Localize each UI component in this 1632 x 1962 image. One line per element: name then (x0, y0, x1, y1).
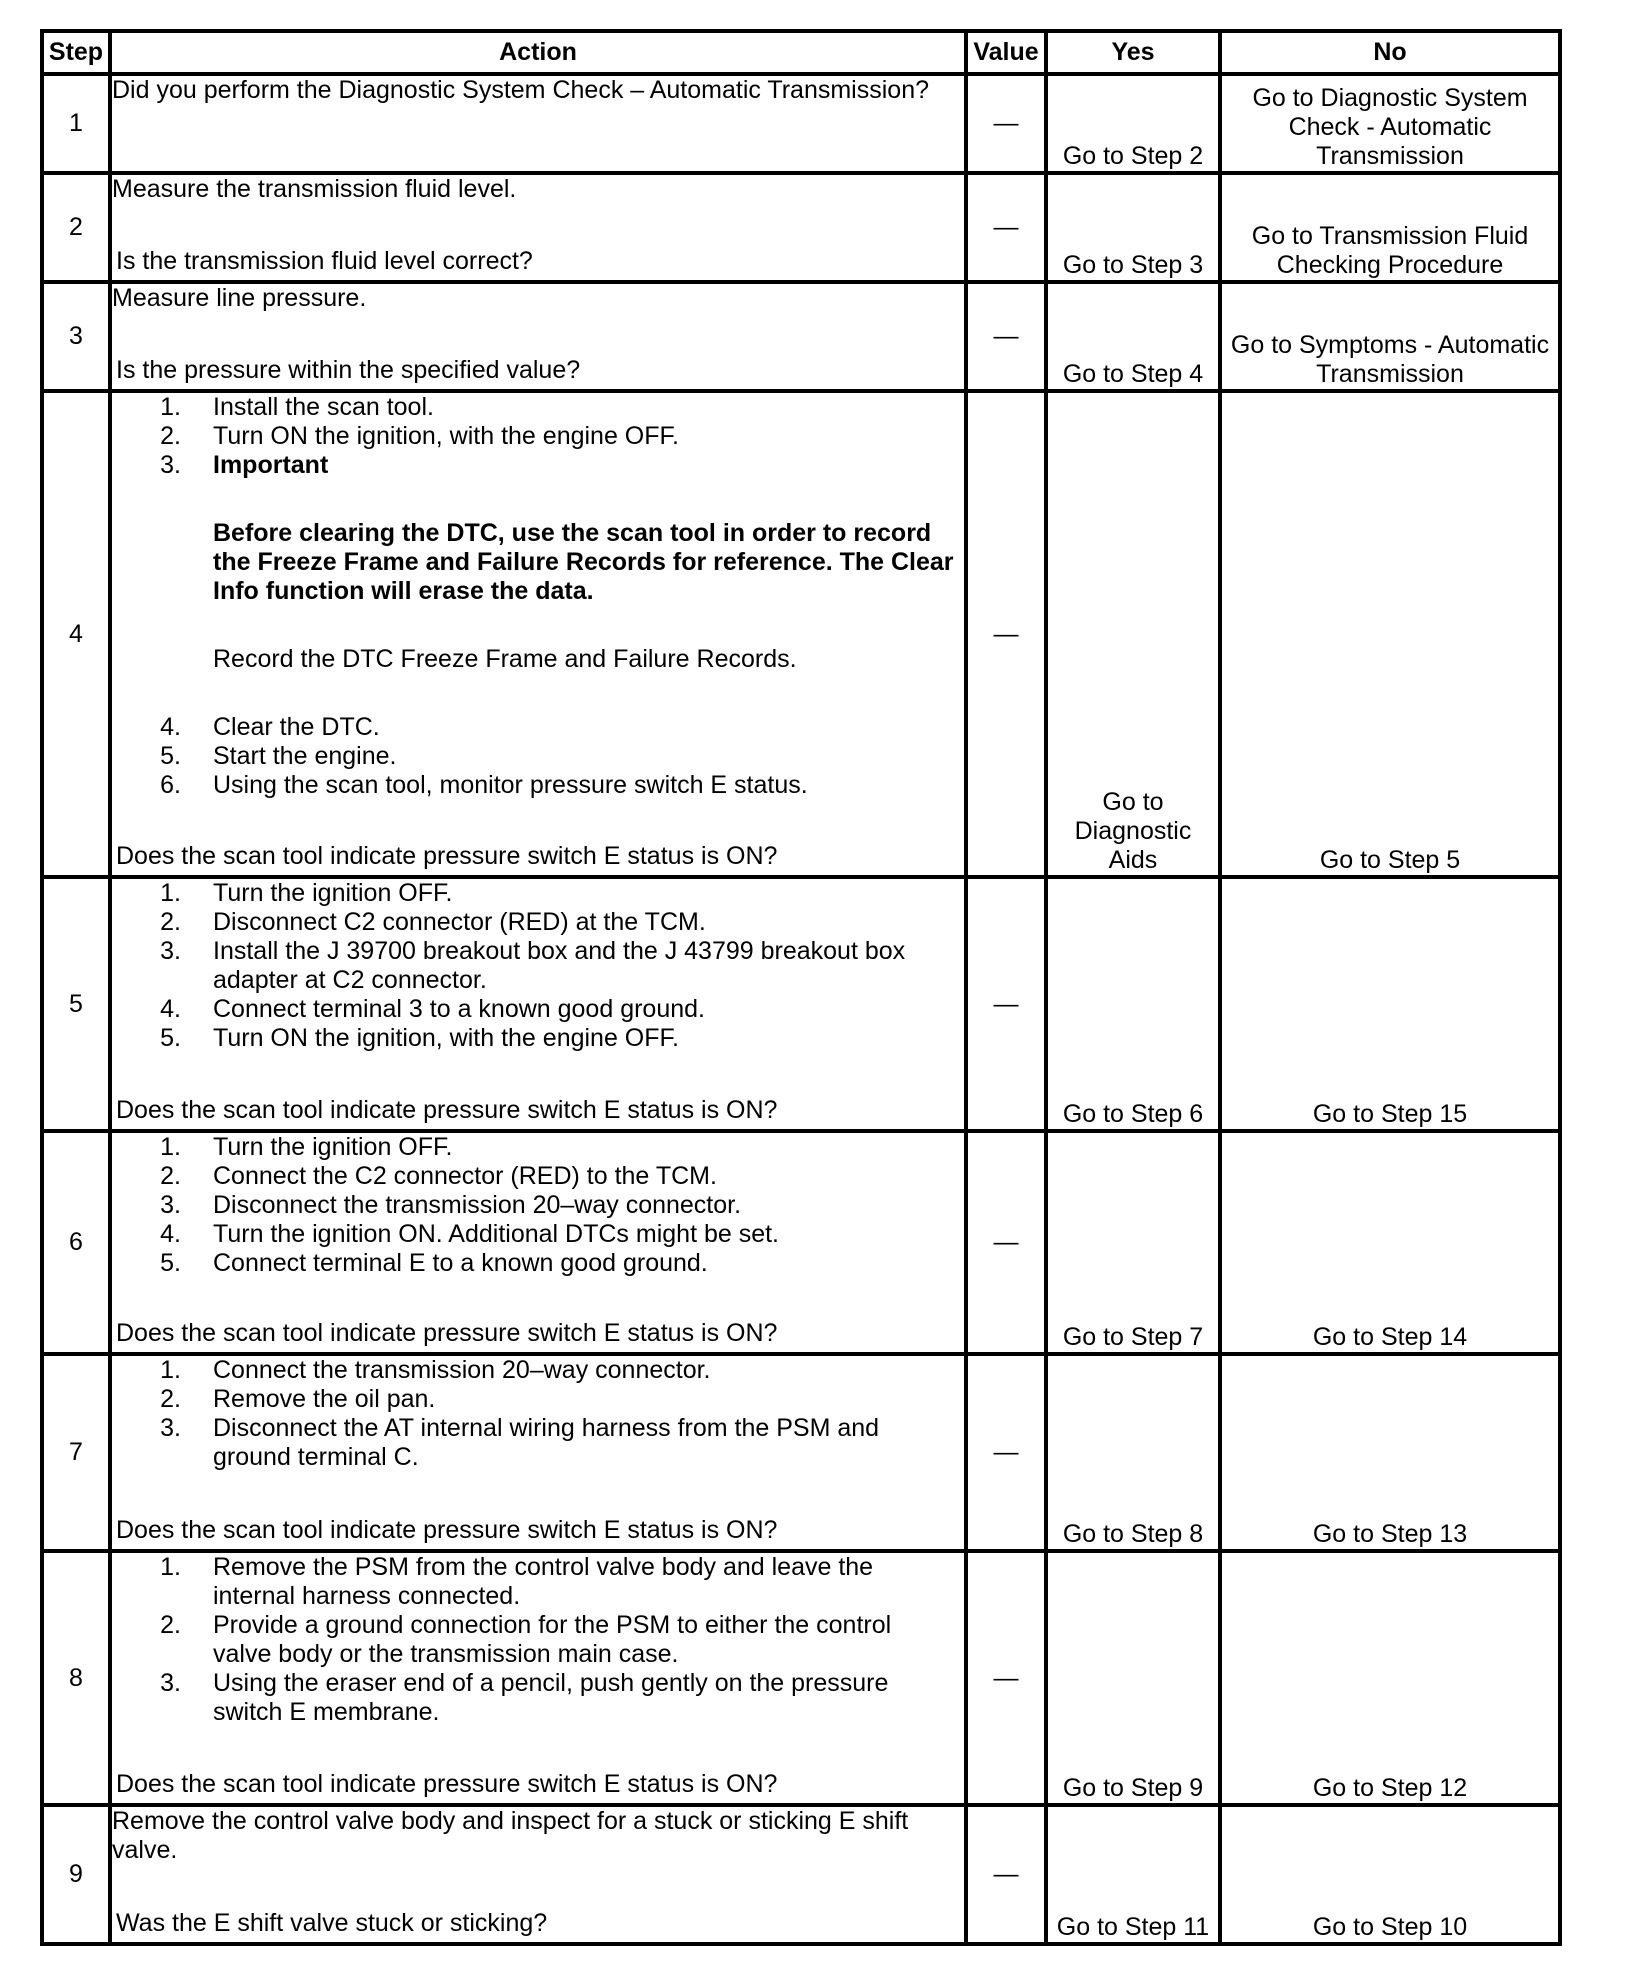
action-cell (110, 1354, 966, 1551)
step-text-line: Connect terminal E to a known good ground. (213, 1249, 708, 1277)
procedure-step (112, 422, 964, 451)
value-cell: — (966, 1131, 1046, 1354)
yes-text: Go to Step 8 (1062, 1520, 1204, 1548)
table-row (42, 74, 1560, 173)
procedure-step (112, 995, 964, 1024)
step-index: 1. (160, 1356, 181, 1384)
yes-text: Go to Step 6 (1062, 1100, 1204, 1128)
step-text-line: ground terminal C. (213, 1443, 419, 1471)
yes-text: Go to Step 11 (1056, 1913, 1210, 1941)
step-text (213, 908, 706, 937)
step-text-line: Turn the ignition OFF. (213, 879, 453, 907)
record-note (213, 645, 964, 674)
step-index: 1. (160, 1133, 181, 1161)
step-text-line: Turn ON the ignition, with the engine OFF. (213, 422, 679, 450)
header-action: Action (110, 31, 966, 74)
step-text-line: Remove the PSM from the control valve body and leave the (213, 1553, 874, 1581)
step-text (213, 771, 808, 800)
step-text (213, 393, 434, 422)
yes-cell (1046, 391, 1220, 877)
step-index: 4. (160, 1220, 181, 1248)
no-text: Go to Diagnostic System (1252, 84, 1528, 112)
table-row (42, 1551, 1560, 1805)
step-index: 3. (160, 937, 181, 965)
step-text-line: Connect the transmission 20–way connector. (213, 1356, 711, 1384)
step-text (213, 1385, 435, 1414)
yes-cell (1046, 1131, 1220, 1354)
action-question: Does the scan tool indicate pressure switch E status is ON? (116, 1319, 778, 1347)
yes-cell (1046, 74, 1220, 173)
table-row (42, 1805, 1560, 1944)
important-note (213, 519, 964, 606)
step-text (213, 1024, 679, 1053)
action-text: Remove the control valve body and inspect for a stuck or sticking E shift (112, 1807, 909, 1835)
step-text (213, 742, 396, 771)
no-cell (1220, 1131, 1560, 1354)
no-text: Go to Transmission Fluid (1251, 222, 1529, 250)
no-text: Go to Step 14 (1312, 1323, 1468, 1351)
no-cell (1220, 391, 1560, 877)
yes-text: Go to Step 2 (1062, 142, 1204, 170)
action-question: Is the transmission fluid level correct? (116, 247, 533, 275)
yes-cell (1046, 1354, 1220, 1551)
yes-text: Aids (1108, 846, 1158, 874)
step-text (213, 451, 328, 480)
procedure-step (112, 713, 964, 742)
step-text-line: Using the eraser end of a pencil, push gently on the pressure (213, 1669, 889, 1697)
procedure-step (112, 1356, 964, 1385)
procedure-step (112, 1162, 964, 1191)
no-text: Transmission (1316, 360, 1464, 388)
step-index: 5. (160, 1024, 181, 1052)
no-text: Checking Procedure (1276, 251, 1504, 279)
value-cell: — (966, 877, 1046, 1131)
step-index: 2. (160, 1162, 181, 1190)
step-number: 7 (42, 1354, 110, 1551)
step-index: 2. (160, 422, 181, 450)
action-cell (110, 1131, 966, 1354)
header-no: No (1220, 31, 1560, 74)
step-index: 3. (160, 1191, 181, 1219)
procedure-list (112, 879, 964, 1053)
table-row (42, 877, 1560, 1131)
important-note-line: Before clearing the DTC, use the scan tool in order to record (213, 519, 932, 547)
step-text (213, 1553, 873, 1611)
yes-text: Go to Step 9 (1062, 1774, 1204, 1802)
step-index: 6. (160, 771, 181, 799)
step-text-line: Install the scan tool. (213, 393, 434, 421)
record-note-line: Record the DTC Freeze Frame and Failure Records. (213, 645, 797, 673)
procedure-list (112, 393, 964, 480)
no-cell (1220, 1805, 1560, 1944)
no-text: Transmission (1316, 142, 1464, 170)
step-text-line: Disconnect the transmission 20–way connector. (213, 1191, 742, 1219)
procedure-step (112, 937, 964, 995)
procedure-list (112, 1356, 964, 1472)
procedure-step (112, 742, 964, 771)
step-text-line: Start the engine. (213, 742, 397, 770)
step-text-line: Disconnect C2 connector (RED) at the TCM. (213, 908, 706, 936)
step-index: 1. (160, 879, 181, 907)
action-text: Measure line pressure. (112, 284, 367, 312)
step-index: 2. (160, 1385, 181, 1413)
action-question: Does the scan tool indicate pressure switch E status is ON? (116, 842, 778, 870)
action-cell (110, 74, 966, 173)
procedure-step (112, 1024, 964, 1053)
procedure-step (112, 771, 964, 800)
step-text-line: Connect the C2 connector (RED) to the TCM. (213, 1162, 717, 1190)
no-text: Go to Step 15 (1312, 1100, 1468, 1128)
yes-cell (1046, 282, 1220, 391)
step-text (213, 1162, 717, 1191)
step-index: 3. (160, 1669, 181, 1697)
step-index: 2. (160, 1611, 181, 1639)
table-row (42, 1131, 1560, 1354)
step-text (213, 937, 905, 995)
step-text-line: Using the scan tool, monitor pressure switch E status. (213, 771, 808, 799)
no-text: Go to Step 13 (1312, 1520, 1468, 1548)
no-text: Go to Step 12 (1312, 1774, 1468, 1802)
table-row (42, 282, 1560, 391)
procedure-step (112, 1669, 964, 1727)
step-text-line: Connect terminal 3 to a known good ground. (213, 995, 705, 1023)
step-text (213, 422, 679, 451)
procedure-step (112, 908, 964, 937)
action-question: Does the scan tool indicate pressure switch E status is ON? (116, 1516, 778, 1544)
step-index: 4. (160, 713, 181, 741)
procedure-step (112, 451, 964, 480)
yes-cell (1046, 1805, 1220, 1944)
procedure-step (112, 1385, 964, 1414)
yes-cell (1046, 173, 1220, 282)
step-number: 6 (42, 1131, 110, 1354)
procedure-list (112, 1133, 964, 1278)
step-text-line: Provide a ground connection for the PSM to either the control (213, 1611, 892, 1639)
step-text-line: Turn ON the ignition, with the engine OFF. (213, 1024, 679, 1052)
no-text: Go to Step 5 (1319, 846, 1461, 874)
step-text (213, 1669, 888, 1727)
no-text: Go to Step 10 (1312, 1913, 1468, 1941)
step-index: 1. (160, 393, 181, 421)
value-cell: — (966, 74, 1046, 173)
no-text: Go to Symptoms - Automatic (1230, 331, 1550, 359)
table-row (42, 173, 1560, 282)
step-number: 9 (42, 1805, 110, 1944)
important-note-line: the Freeze Frame and Failure Records for reference. The Clear (213, 548, 954, 576)
procedure-step (112, 1133, 964, 1162)
procedure-step (112, 1249, 964, 1278)
step-index: 5. (160, 1249, 181, 1277)
action-text: valve. (112, 1836, 178, 1864)
step-text-line: Turn the ignition ON. Additional DTCs might be set. (213, 1220, 780, 1248)
yes-text: Go to Step 3 (1062, 251, 1204, 279)
step-text-line: internal harness connected. (213, 1582, 521, 1610)
step-index: 2. (160, 908, 181, 936)
value-cell: — (966, 1805, 1046, 1944)
step-number: 1 (42, 74, 110, 173)
action-question: Was the E shift valve stuck or sticking? (116, 1909, 548, 1937)
step-text (213, 1133, 452, 1162)
step-number: 5 (42, 877, 110, 1131)
step-index: 5. (160, 742, 181, 770)
no-cell (1220, 74, 1560, 173)
action-question: Is the pressure within the specified value? (116, 356, 581, 384)
procedure-step (112, 393, 964, 422)
no-cell (1220, 282, 1560, 391)
table-header-row (42, 31, 1560, 74)
step-text-line: Turn the ignition OFF. (213, 1133, 453, 1161)
step-index: 3. (160, 1414, 181, 1442)
value-cell: — (966, 1354, 1046, 1551)
step-text-line: switch E membrane. (213, 1698, 440, 1726)
yes-text: Go to Step 7 (1062, 1323, 1204, 1351)
step-text-line: Clear the DTC. (213, 713, 380, 741)
procedure-step (112, 1553, 964, 1611)
no-text: Check - Automatic (1288, 113, 1492, 141)
yes-text: Go to (1102, 788, 1164, 816)
step-text (213, 713, 380, 742)
table-row (42, 391, 1560, 877)
procedure-step (112, 1611, 964, 1669)
yes-text: Go to Step 4 (1062, 360, 1204, 388)
no-cell (1220, 173, 1560, 282)
procedure-step (112, 1191, 964, 1220)
step-text-line: Install the J 39700 breakout box and the J 43799 breakout box (213, 937, 906, 965)
action-cell (110, 1551, 966, 1805)
step-index: 1. (160, 1553, 181, 1581)
value-cell: — (966, 1551, 1046, 1805)
step-text (213, 1220, 779, 1249)
action-cell (110, 173, 966, 282)
value-cell: — (966, 282, 1046, 391)
yes-cell (1046, 877, 1220, 1131)
value-cell: — (966, 173, 1046, 282)
action-text: Measure the transmission fluid level. (112, 175, 517, 203)
procedure-step (112, 1414, 964, 1472)
step-text (213, 1356, 711, 1385)
step-index: 3. (160, 451, 181, 479)
step-text (213, 1611, 891, 1669)
action-question: Does the scan tool indicate pressure switch E status is ON? (116, 1770, 778, 1798)
table-row (42, 1354, 1560, 1551)
step-number: 2 (42, 173, 110, 282)
yes-text: Diagnostic (1074, 817, 1192, 845)
step-text-line: Remove the oil pan. (213, 1385, 436, 1413)
value-cell: — (966, 391, 1046, 877)
step-index: 4. (160, 995, 181, 1023)
header-step: Step (42, 31, 110, 74)
step-number: 3 (42, 282, 110, 391)
diagnostic-table (40, 29, 1562, 1946)
step-text (213, 1249, 708, 1278)
step-text-line: valve body or the transmission main case. (213, 1640, 679, 1668)
action-text: Did you perform the Diagnostic System Check – Automatic Transmission? (112, 76, 930, 104)
step-number: 8 (42, 1551, 110, 1805)
yes-cell (1046, 1551, 1220, 1805)
procedure-list (112, 713, 964, 800)
step-number: 4 (42, 391, 110, 877)
header-value: Value (966, 31, 1046, 74)
procedure-list (112, 1553, 964, 1727)
procedure-step (112, 1220, 964, 1249)
step-text-line: Disconnect the AT internal wiring harness from the PSM and (213, 1414, 880, 1442)
action-question: Does the scan tool indicate pressure switch E status is ON? (116, 1096, 778, 1124)
step-text (213, 879, 452, 908)
no-cell (1220, 1551, 1560, 1805)
action-cell (110, 282, 966, 391)
header-yes: Yes (1046, 31, 1220, 74)
important-note-line: Info function will erase the data. (213, 577, 594, 605)
step-text (213, 1414, 879, 1472)
no-cell (1220, 1354, 1560, 1551)
important-heading: Important (213, 451, 329, 479)
step-text (213, 995, 705, 1024)
action-cell (110, 877, 966, 1131)
step-text (213, 1191, 741, 1220)
action-cell (110, 1805, 966, 1944)
step-text-line: adapter at C2 connector. (213, 966, 487, 994)
no-cell (1220, 877, 1560, 1131)
action-cell (110, 391, 966, 877)
procedure-step (112, 879, 964, 908)
